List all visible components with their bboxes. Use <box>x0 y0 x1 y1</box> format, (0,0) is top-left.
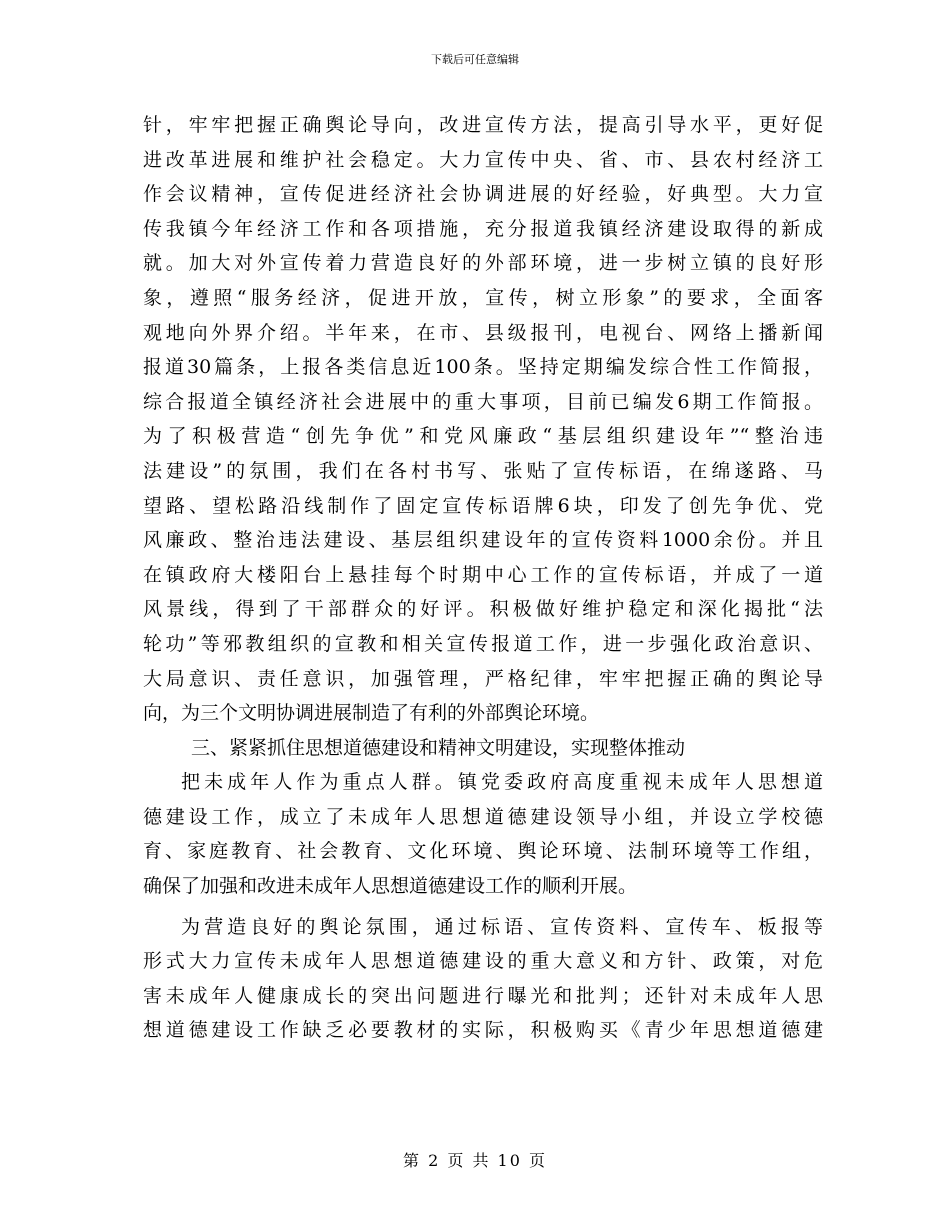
text-line: 观地向外界介绍。半年来，在市、县级报刊，电视台、网络上播新闻 <box>143 321 823 344</box>
text-line: 法建设”的氛围，我们在各村书写、张贴了宣传标语，在绵遂路、马 <box>143 459 823 482</box>
text-line: 针，牢牢把握正确舆论导向，改进宣传方法，提高引导水平，更好促 <box>143 114 823 136</box>
text-line: 轮功”等邪教组织的宣教和相关宣传报道工作，进一步强化政治意识、 <box>143 632 823 655</box>
text-line: 为了积极营造“创先争优”和党风廉政“基层组织建设年”“整治违 <box>143 425 823 448</box>
text-line: 形式大力宣传未成年人思想道德建设的重大意义和方针、政策，对危 <box>143 950 823 973</box>
text-line: 大局意识、责任意识，加强管理，严格纪律，牢牢把握正确的舆论导 <box>143 667 823 690</box>
text-line: 望路、望松路沿线制作了固定宣传标语牌6块，印发了创先争优、党 <box>143 494 823 517</box>
text-line: 作会议精神，宣传促进经济社会协调进展的好经验，好典型。大力宣 <box>143 183 823 206</box>
text-line: 风景线，得到了干部群众的好评。积极做好维护稳定和深化揭批“法 <box>143 598 823 621</box>
text-line: 想道德建设工作缺乏必要教材的实际，积极购买《青少年思想道德建 <box>143 1019 823 1042</box>
text-line: 综合报道全镇经济社会进展中的重大事项，目前已编发6期工作简报。 <box>143 390 823 413</box>
text-line: 向，为三个文明协调进展制造了有利的外部舆论环境。 <box>143 702 600 725</box>
text-line: 象，遵照“服务经济，促进开放，宣传，树立形象”的要求，全面客 <box>143 286 823 309</box>
text-line: 风廉政、整治违法建设、基层组织建设年的宣传资料1000余份。并且 <box>143 529 823 552</box>
page-header: 下载后可任意编辑 <box>431 53 519 66</box>
text-line: 在镇政府大楼阳台上悬挂每个时期中心工作的宣传标语，并成了一道 <box>143 563 823 586</box>
document-body <box>143 108 823 1048</box>
text-line: 把未成年人作为重点人群。镇党委政府高度重视未成年人思想道 <box>181 771 823 794</box>
text-line: 确保了加强和改进未成年人思想道德建设工作的顺利开展。 <box>143 875 638 898</box>
page-footer: 第 2 页 共 10 页 <box>403 1151 547 1170</box>
text-line: 德建设工作，成立了未成年人思想道德建设领导小组，并设立学校德 <box>143 805 823 828</box>
text-line: 害未成年人健康成长的突出问题进行曝光和批判；还针对未成年人思 <box>143 984 823 1007</box>
text-line: 传我镇今年经济工作和各项措施，充分报道我镇经济建设取得的新成 <box>143 217 823 240</box>
text-line: 育、家庭教育、社会教育、文化环境、舆论环境、法制环境等工作组， <box>143 840 823 863</box>
text-line: 为营造良好的舆论氛围，通过标语、宣传资料、宣传车、板报等 <box>181 915 823 938</box>
section-heading: 三、紧紧抓住思想道德建设和精神文明建设，实现整体推动 <box>191 736 686 759</box>
text-line: 就。加大对外宣传着力营造良好的外部环境，进一步树立镇的良好形 <box>143 252 823 275</box>
text-line: 报道30篇条，上报各类信息近100条。坚持定期编发综合性工作简报， <box>143 356 823 379</box>
text-line: 进改革进展和维护社会稳定。大力宣传中央、省、市、县农村经济工 <box>143 148 823 171</box>
